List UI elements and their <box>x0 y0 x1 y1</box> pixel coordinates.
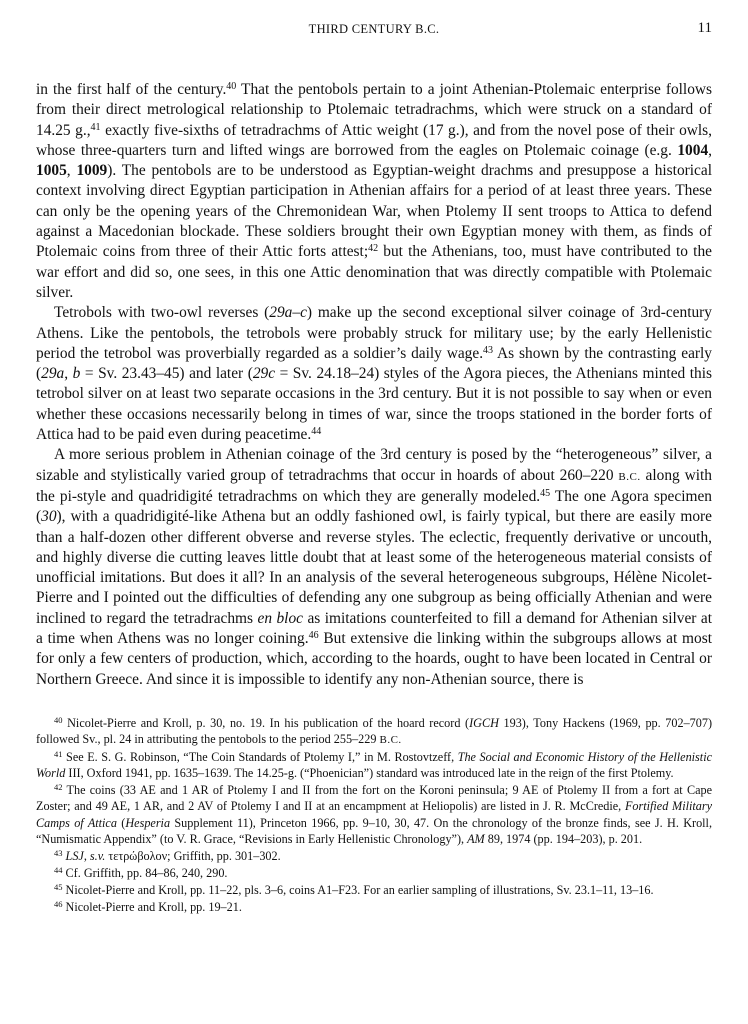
text-span: , <box>83 848 90 863</box>
italic-title: Hesperia <box>125 815 171 830</box>
text-span: ). The pentobols are to be understood as Egyptian-weight drachms and presuppose a historical context involving direct Egyptian participation in Athenian affairs for a period of at least three years. These can only be the opening years of the Chremonidean War, when Ptolemy II sent troops to Attica to defend against a Macedonian blockade. These soldiers brought their own Egyptian money with them, as finds of Ptolemaic coins from three of their Attic forts attest; <box>36 162 712 261</box>
catalog-ref: 29c <box>252 365 276 383</box>
text-span: in the first half of the century. <box>36 81 227 98</box>
coin-ref-1009: 1009 <box>76 162 108 180</box>
footnote-number: 41 <box>54 749 63 760</box>
italic-title: The Social and Economic History of the Hellenistic World <box>36 750 712 781</box>
footnote-number: 43 <box>54 847 63 858</box>
text-span: , <box>708 141 712 159</box>
catalog-ref: 30 <box>41 508 57 526</box>
paragraph-2 <box>36 303 712 445</box>
text-span: = Sv. 24.18–24) styles of the Agora pieces, the Athenians minted this tetrobol silver on at least two separate occasions in the 3rd century. But it is not possible to say when or even whether these occasions necessarily belong in times of war, since the troops stationed in the border forts of Attica had to be paid even during peacetime. <box>36 365 712 444</box>
text-span: Nicolet-Pierre and Kroll, pp. 11–22, pls. 3–6, coins A1–F23. For an earlier sampling of illustrations, Sv. 23.1–11, 13–16. <box>65 882 654 897</box>
footnote-ref-44: 44 <box>311 426 322 438</box>
text-span: As shown by the contrasting early ( <box>36 344 712 383</box>
footnote-ref-42: 42 <box>368 243 379 255</box>
footnote-40 <box>36 715 712 748</box>
footnote-43 <box>36 848 712 864</box>
text-span: Cf. Griffith, pp. 84–86, 240, 290. <box>65 865 228 880</box>
footnote-41 <box>36 749 712 781</box>
footnote-ref-43: 43 <box>483 344 494 356</box>
text-span: ), with a quadridigité-like Athena but an oddly fashioned owl, is fairly typical, but there are easily more than a half-dozen other different obverse and reverse styles. The eclectic, frequently derivative or uncouth, and highly diverse die cutting leaves little doubt that at least some of the heterogeneous material consists of unofficial imitations. But does it all? In an analysis of the several heterogeneous subgroups, Hélène Nicolet-Pierre and I pointed out the difficulties of defending any one subgroup as being officially Athenian and were inclined to regard the tetradrachms <box>36 508 712 627</box>
text-span: Nicolet-Pierre and Kroll, p. 30, no. 19. In his publication of the hoard record ( <box>67 716 470 730</box>
italic-title: AM <box>467 831 485 846</box>
text-span: τετρώβολον; Griffith, pp. 301–302. <box>105 848 281 863</box>
text-span: , <box>64 365 73 383</box>
era-abbrev: B.C. <box>618 470 641 483</box>
coin-ref-1005: 1005 <box>36 162 67 180</box>
italic-abbrev: s.v. <box>89 848 106 863</box>
footnote-number: 46 <box>54 899 63 910</box>
italic-phrase: en bloc <box>257 609 303 627</box>
text-span: exactly five-sixths of tetradrachms of Attic weight (17 g.), and from the novel pose of their owls, whose three-quarters turn and lifted wings are borrowed from the eagles on Ptolemaic coinage (e.g. <box>36 121 713 159</box>
italic-title: IGCH <box>469 716 499 730</box>
footnote-42 <box>36 782 712 846</box>
footnote-ref-41: 41 <box>90 121 101 133</box>
coin-ref-1004: 1004 <box>677 141 709 159</box>
footnote-number: 42 <box>54 782 63 793</box>
text-span: The coins (33 AE and 1 AR of Ptolemy I and II from the fort on the Koroni peninsula; 9 AE of Ptolemy II from a fort at Cape Zoster; and 49 AE, 1 AR, and 2 AV of Ptolemy I and II at an encampment at Heliopolis) are listed in J. R. McCredie, <box>36 783 712 814</box>
text-span: That the pentobols pertain to a joint Athenian-Ptolemaic enterprise follows from their direct metrological relationship to Ptolemaic tetradrachms, which were struck on a standard of 14.25 g., <box>36 81 713 139</box>
text-span: The one Agora specimen ( <box>36 487 712 526</box>
running-head: THIRD CENTURY B.C. <box>308 22 440 36</box>
text-span: along with the pi-style and quadridigité tetradrachms on which they are generally modeled. <box>36 466 712 505</box>
text-span: ( <box>116 815 126 830</box>
paragraph-1 <box>36 80 712 303</box>
italic-title: Fortified Military Camps of Attica <box>36 799 712 830</box>
main-text <box>36 80 712 690</box>
footnote-number: 44 <box>54 864 63 875</box>
text-span: Tetrobols with two-owl reverses ( <box>54 304 270 322</box>
text-span: But extensive die linking within the subgroups allows at most for only a few centers of production, which, according to the hoards, ought to have been located in Central or Northern Greece. And since it is impossible to identify any non-Athenian source, there is <box>36 630 712 688</box>
text-span: 89, 1974 (pp. 194–203), p. 201. <box>484 831 643 846</box>
text-span: but the Athenians, too, must have contributed to the war effort and did so, one sees, in this one Attic denomination that was directly compatible with Ptolemaic silver. <box>36 243 712 301</box>
era-abbrev: B.C. <box>379 734 402 747</box>
text-span: Supplement 11), Princeton 1966, pp. 9–10, 30, 47. On the chronology of the bronze finds, see J. H. Kroll, “Numismatic Appendix” (to V. R. Grace, “Revisions in Early Hellenistic Chronology”), <box>36 815 712 846</box>
footnote-number: 40 <box>54 715 63 725</box>
text-span: = Sv. 23.43–45) and later ( <box>80 365 253 383</box>
footnote-ref-40: 40 <box>226 81 237 92</box>
footnote-number: 45 <box>54 881 63 892</box>
text-span: as imitations counterfeited to fill a demand for Athenian silver at a time when Athens was no longer coining. <box>36 609 712 648</box>
footnote-ref-45: 45 <box>540 487 551 499</box>
footnotes <box>36 715 712 916</box>
italic-title: LSJ <box>65 848 84 863</box>
text-span: , <box>66 162 77 180</box>
text-span: A more serious problem in Athenian coinage of the 3rd century is posed by the “heterogeneous” silver, a sizable and stylistically varied group of tetradrachms that occur in hoards of about 260–220 <box>36 446 712 484</box>
text-span: III, Oxford 1941, pp. 1635–1639. The 14.25-g. (“Phoenician”) standard was introduced late in the reign of the first Ptolemy. <box>65 766 674 781</box>
catalog-ref: b <box>72 365 81 383</box>
text-span: Nicolet-Pierre and Kroll, pp. 19–21. <box>65 900 242 915</box>
page-number: 11 <box>697 20 712 36</box>
catalog-ref: 29a–c <box>269 304 307 322</box>
catalog-ref: 29a <box>41 365 65 383</box>
paragraph-3 <box>36 445 712 690</box>
footnote-ref-46: 46 <box>308 630 319 642</box>
text-span: 193), Tony Hackens (1969, pp. 702–707) followed Sv., pl. 24 in attributing the pentobols to the period 255–229 <box>36 716 713 747</box>
page-header <box>36 20 712 40</box>
text-span: ) make up the second exceptional silver coinage of 3rd-century Athens. Like the pentobols, the tetrobols were probably struck for military use; by the early Hellenistic period the tetrobol was proverbially regarded as a soldier’s daily wage. <box>36 304 712 362</box>
text-span: See E. S. G. Robinson, “The Coin Standards of Ptolemy I,” in M. Rostovtzeff, <box>66 750 458 765</box>
footnote-46 <box>36 899 712 915</box>
footnote-44 <box>36 865 712 881</box>
footnote-45 <box>36 882 712 898</box>
